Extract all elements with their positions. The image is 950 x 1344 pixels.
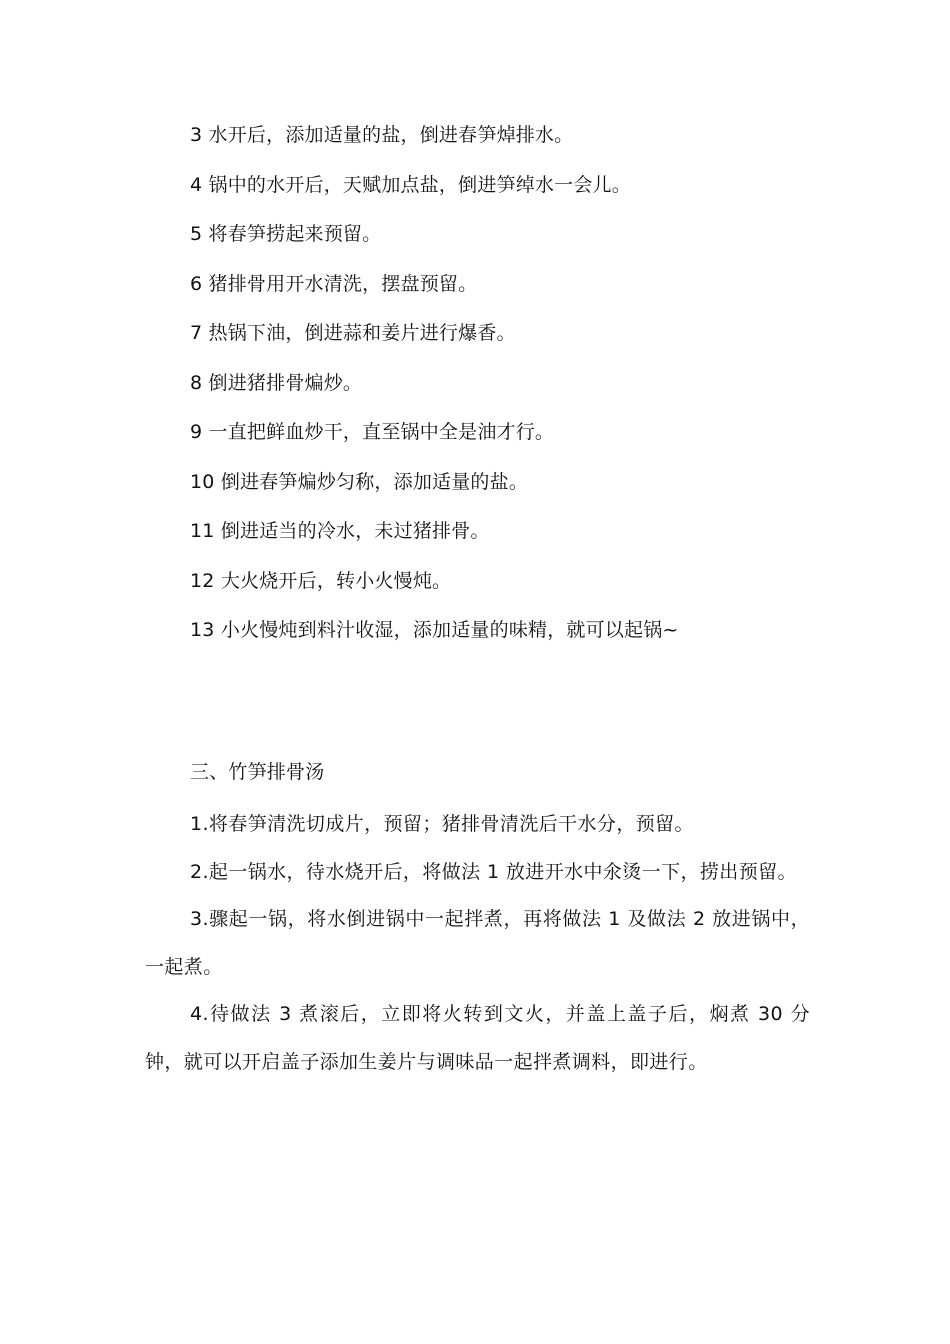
step-item: 12 大火烧开后，转小火慢炖。 bbox=[190, 569, 452, 592]
step-item: 10 倒进春笋煸炒匀称，添加适量的盐。 bbox=[190, 470, 529, 493]
recipe-section bbox=[145, 752, 810, 1086]
step-item: 5 将春笋捞起来预留。 bbox=[190, 223, 382, 245]
step-item: 6 猪排骨用开水清洗，摆盘预留。 bbox=[190, 272, 478, 295]
step-item: 4 锅中的水开后，天赋加点盐，倒进笋绰水一会儿。 bbox=[190, 173, 631, 196]
section-paragraph: 4.待做法 3 煮滚后，立即将火转到文火，并盖上盖子后，焖煮 30 分钟，就可以开启盖子添加生姜片与调味品一起拌煮调料，即进行。 bbox=[145, 1003, 810, 1073]
step-item: 8 倒进猪排骨煸炒。 bbox=[190, 371, 363, 394]
step-item: 7 热锅下油，倒进蒜和姜片进行爆香。 bbox=[190, 322, 516, 344]
section-paragraph: 2.起一锅水，待水烧开后，将做法 1 放进开水中氽烫一下，捞出预留。 bbox=[190, 860, 797, 883]
recipe-steps-list bbox=[190, 118, 890, 663]
step-item: 3 水开后，添加适量的盐，倒进春笋焯排水。 bbox=[190, 124, 574, 146]
step-item: 11 倒进适当的冷水，未过猪排骨。 bbox=[190, 520, 490, 542]
step-item: 13 小火慢炖到料汁收湿，添加适量的味精，就可以起锅~ bbox=[190, 619, 679, 641]
section-paragraph: 1.将春笋清洗切成片，预留；猪排骨清洗后干水分，预留。 bbox=[190, 813, 694, 835]
step-item: 9 一直把鲜血炒干，直至锅中全是油才行。 bbox=[190, 421, 555, 443]
section-paragraph: 3.骤起一锅，将水倒进锅中一起拌煮，再将做法 1 及做法 2 放进锅中，一起煮。 bbox=[145, 908, 810, 978]
section-title: 三、竹笋排骨汤 bbox=[190, 761, 325, 783]
